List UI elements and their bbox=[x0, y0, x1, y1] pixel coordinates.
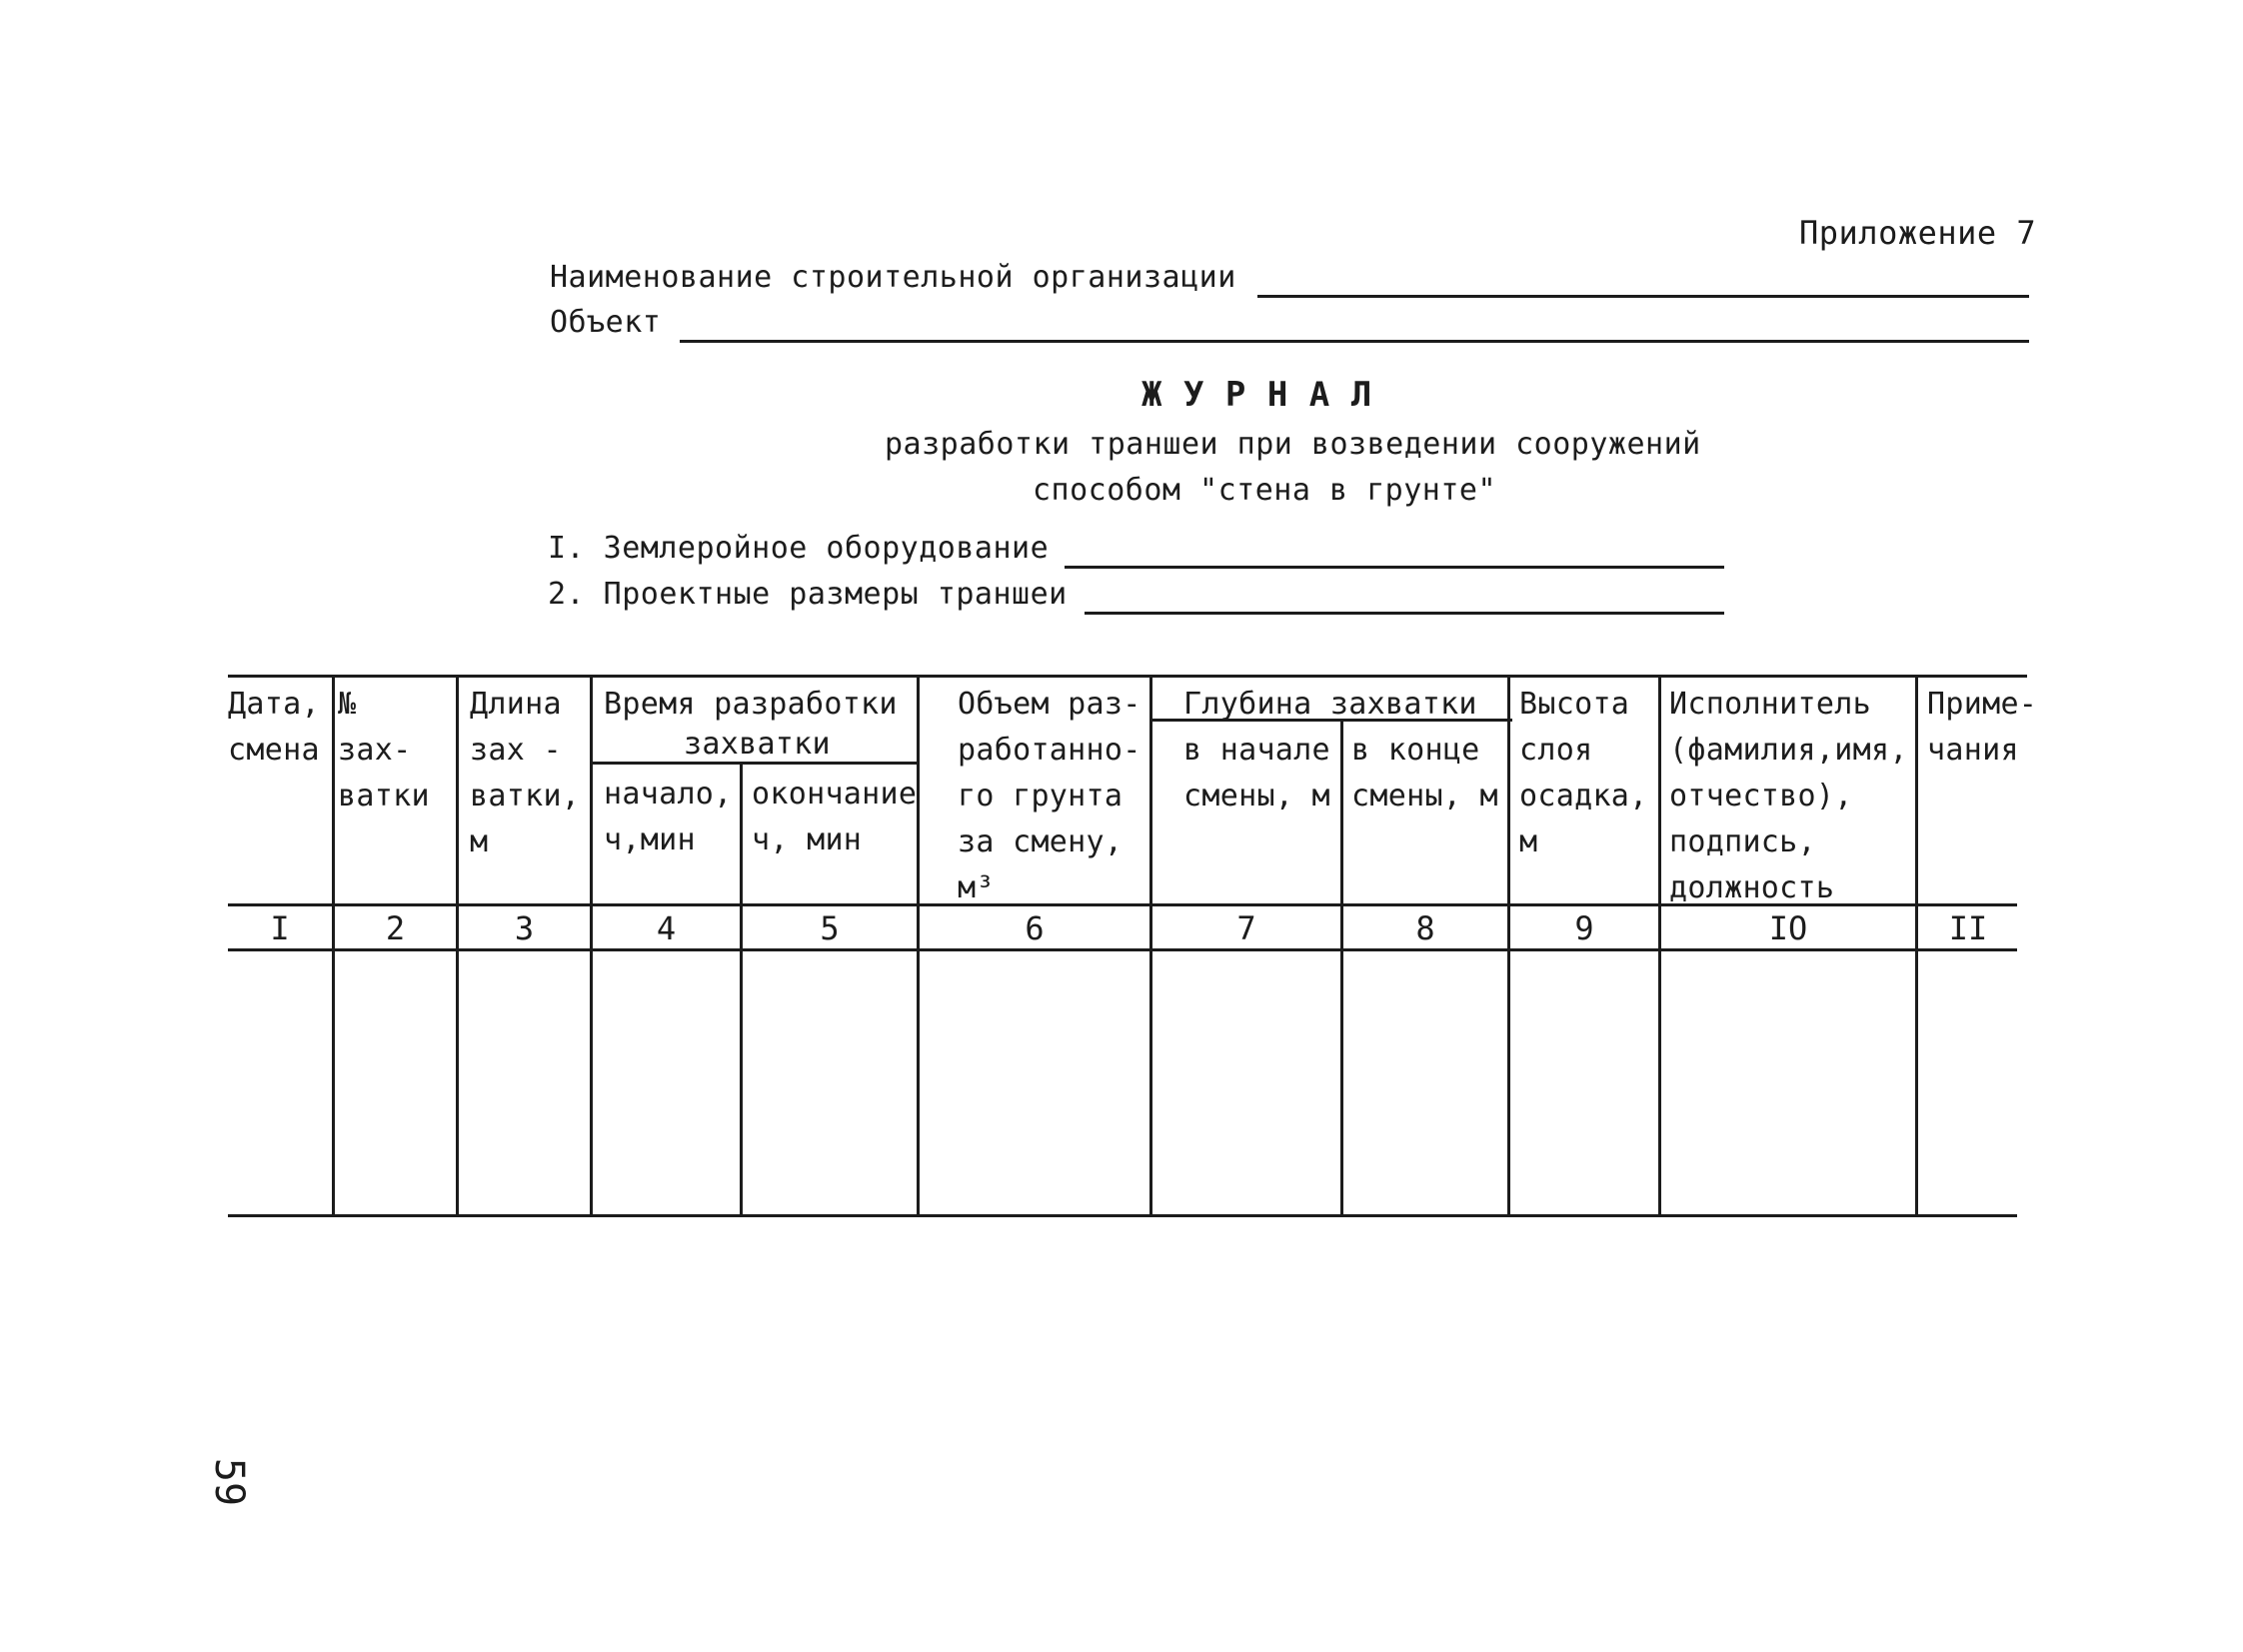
object-field-line bbox=[680, 340, 2029, 343]
header-executor: Исполнитель (фамилия,имя, отчество), подпись, должность bbox=[1669, 687, 1908, 905]
header-notes: Приме- чания bbox=[1927, 687, 2038, 768]
col-number-5: 5 bbox=[820, 909, 840, 947]
col-number-8: 8 bbox=[1415, 909, 1435, 947]
col-number-10: IO bbox=[1768, 909, 1808, 947]
header-soil-volume: Объем раз- работанно- го грунта за смену, м³ bbox=[958, 687, 1141, 905]
table-bottom-rule bbox=[228, 1214, 2017, 1217]
col-number-9: 9 bbox=[1574, 909, 1594, 947]
header-section-length: Длина зах - ватки, м bbox=[470, 687, 581, 859]
appendix-label: Приложение 7 bbox=[1799, 214, 2037, 252]
item-equipment-line bbox=[1065, 566, 1724, 569]
col-divider-4 bbox=[740, 763, 743, 1216]
journal-subtitle-line1: разработки траншеи при возведении сооружений bbox=[885, 427, 1701, 462]
header-time-group: Время разработки bbox=[604, 687, 898, 722]
col-number-7: 7 bbox=[1236, 909, 1256, 947]
header-depth-start: в начале смены, м bbox=[1183, 733, 1330, 814]
journal-subtitle-line2: способом "стена в грунте" bbox=[1033, 473, 1497, 508]
col-number-1: I bbox=[270, 909, 290, 947]
col-number-11: II bbox=[1948, 909, 1988, 947]
item-equipment-label: I. Землеройное оборудование bbox=[548, 531, 1050, 566]
table-number-rule bbox=[228, 948, 2017, 951]
item-dimensions-label: 2. Проектные размеры траншеи bbox=[548, 577, 1068, 612]
col-number-2: 2 bbox=[385, 909, 406, 947]
header-section-number: № зах- ватки bbox=[338, 687, 430, 814]
object-label: Объект bbox=[550, 305, 662, 340]
organization-label: Наименование строительной организации bbox=[550, 260, 1236, 295]
journal-title: Ж У Р Н А Л bbox=[1141, 375, 1372, 415]
header-time-end: окончание ч, мин bbox=[752, 777, 918, 857]
col-number-6: 6 bbox=[1025, 909, 1045, 947]
header-depth-group: Глубина захватки bbox=[1183, 687, 1477, 722]
item-dimensions-line bbox=[1085, 612, 1724, 615]
col-number-3: 3 bbox=[514, 909, 535, 947]
header-depth-end: в конце смены, м bbox=[1351, 733, 1498, 814]
col-number-4: 4 bbox=[656, 909, 677, 947]
header-date-shift: Дата, смена bbox=[228, 687, 320, 768]
header-time-group-line2: захватки bbox=[684, 727, 831, 762]
header-settlement-height: Высота слоя осадка, м bbox=[1519, 687, 1648, 859]
table-top-rule bbox=[228, 675, 2027, 678]
col-divider-7 bbox=[1340, 721, 1343, 1216]
header-time-start: начало, ч,мин bbox=[604, 777, 733, 857]
organization-field-line bbox=[1257, 295, 2029, 298]
page-number: 59 bbox=[206, 1457, 253, 1507]
